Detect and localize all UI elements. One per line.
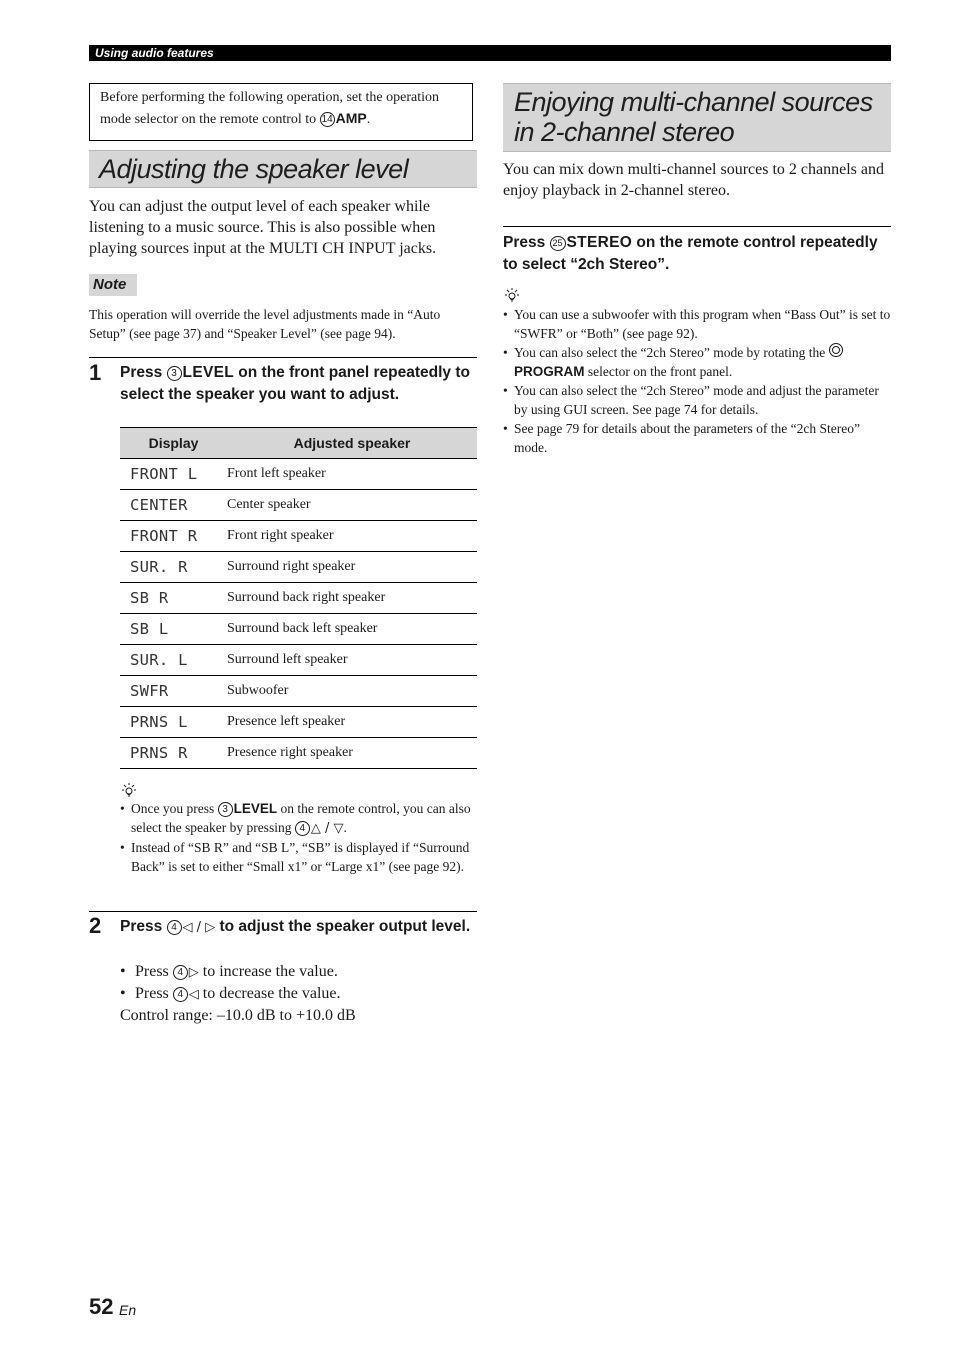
intro-paragraph: You can adjust the output level of each speaker while listening to a music source. This is also possible when playing sources input at the MULTI CH INPUT jacks. bbox=[89, 198, 437, 257]
prebox-text-end: . bbox=[366, 112, 371, 127]
control-range: Control range: –10.0 dB to +10.0 dB bbox=[120, 1007, 356, 1024]
step-divider bbox=[89, 911, 477, 912]
table-header-row bbox=[120, 428, 477, 459]
section-header-bar bbox=[89, 45, 891, 61]
table-row bbox=[120, 707, 477, 738]
item-text: to decrease the value. bbox=[198, 985, 341, 1002]
key-number-badge: 4 bbox=[295, 821, 310, 836]
tip-text: on the remote control, you can also select the speaker by pressing bbox=[131, 801, 471, 835]
speaker-name: Surround back right speaker bbox=[227, 583, 477, 614]
prebox-text: Before performing the following operation, set the operation mode selector on the remote control to bbox=[100, 90, 440, 127]
item-text: to increase the value. bbox=[198, 963, 338, 980]
display-code: SB L bbox=[120, 614, 227, 645]
speaker-name: Surround right speaker bbox=[227, 552, 477, 583]
key-label-level: LEVEL bbox=[182, 364, 234, 381]
tip-text: You can also select the “2ch Stereo” mode by rotating the bbox=[514, 345, 829, 360]
column-header-display: Display bbox=[120, 428, 227, 459]
key-label-amp: AMP bbox=[335, 110, 367, 126]
key-number-badge: 3 bbox=[218, 802, 233, 817]
table-row bbox=[120, 676, 477, 707]
key-number-badge: 3 bbox=[167, 366, 182, 381]
tip-lightbulb-icon bbox=[120, 782, 142, 798]
tip-text: Once you press bbox=[131, 801, 218, 816]
section-title: Adjusting the speaker level bbox=[99, 154, 409, 184]
table-row bbox=[120, 614, 477, 645]
step1-instruction bbox=[120, 362, 477, 406]
program-knob-icon bbox=[829, 343, 843, 357]
key-label-program: PROGRAM bbox=[514, 364, 585, 379]
key-label-stereo: STEREO bbox=[566, 234, 633, 251]
display-code: SUR. R bbox=[120, 552, 227, 583]
section-title-band bbox=[89, 150, 477, 188]
key-label-level: LEVEL bbox=[233, 801, 278, 816]
column-header-speaker: Adjusted speaker bbox=[227, 428, 477, 459]
page-number: 52 bbox=[89, 1294, 114, 1319]
speaker-name: Subwoofer bbox=[227, 676, 477, 707]
item-press: Press bbox=[135, 985, 173, 1002]
step2-details bbox=[120, 961, 477, 1026]
note-label: Note bbox=[93, 276, 127, 293]
left-arrow-icon: ◁ bbox=[188, 987, 199, 1002]
speaker-name: Surround left speaker bbox=[227, 645, 477, 676]
item-press: Press bbox=[135, 963, 173, 980]
key-number-badge: 25 bbox=[550, 236, 566, 251]
right-arrow-icon: ▷ bbox=[188, 965, 199, 980]
display-code: CENTER bbox=[120, 490, 227, 521]
list-item bbox=[503, 343, 891, 381]
list-item: • Press 4 ▷ to increase the value. bbox=[120, 963, 338, 980]
speaker-name: Center speaker bbox=[227, 490, 477, 521]
display-code: SWFR bbox=[120, 676, 227, 707]
speaker-table bbox=[120, 427, 477, 769]
list-item: • Instead of “SB R” and “SB L”, “SB” is displayed if “Surround Back” is set to either “Small x1” or “Large x1” (see page 92). bbox=[120, 838, 477, 876]
step-rest: to adjust the speaker output level. bbox=[215, 918, 471, 935]
speaker-name: Front left speaker bbox=[227, 459, 477, 490]
list-item bbox=[120, 799, 477, 838]
section-label: Using audio features bbox=[95, 46, 214, 60]
note-badge bbox=[89, 274, 137, 296]
speaker-name: Surround back left speaker bbox=[227, 614, 477, 645]
step-press: Press bbox=[503, 234, 550, 251]
list-item: • Press 4 ◁ to decrease the value. bbox=[120, 985, 341, 1002]
table-row bbox=[120, 738, 477, 769]
display-code: FRONT L bbox=[120, 459, 227, 490]
tip-text: selector on the front panel. bbox=[584, 364, 733, 379]
display-code: FRONT R bbox=[120, 521, 227, 552]
list-item: • See page 79 for details about the parameters of the “2ch Stereo” mode. bbox=[503, 419, 891, 457]
display-code: SB R bbox=[120, 583, 227, 614]
list-item: • You can also select the “2ch Stereo” mode and adjust the parameter by using GUI screen. See page 74 for details. bbox=[503, 381, 891, 419]
key-number-badge: 4 bbox=[167, 920, 182, 935]
key-number-badge: 4 bbox=[173, 987, 188, 1002]
section-title: Enjoying multi-channel sources in 2-channel stereo bbox=[514, 87, 873, 147]
table-row bbox=[120, 521, 477, 552]
stereo-instruction bbox=[503, 232, 891, 276]
table-row bbox=[120, 583, 477, 614]
step-divider bbox=[89, 357, 477, 358]
table-row bbox=[120, 645, 477, 676]
prerequisite-box bbox=[89, 83, 473, 141]
tips-list-2 bbox=[503, 305, 891, 457]
up-down-arrow-icons: △ / ▽ bbox=[310, 821, 344, 836]
intro-paragraph: You can mix down multi-channel sources to 2 channels and enjoy playback in 2-channel stereo. bbox=[503, 161, 884, 199]
note-text: This operation will override the level adjustments made in “Auto Setup” (see page 37) and “Speaker Level” (see page 94). bbox=[89, 307, 441, 341]
tip-text: . bbox=[343, 820, 347, 835]
key-number-badge: 4 bbox=[173, 965, 188, 980]
key-number-badge: 14 bbox=[321, 114, 333, 125]
page-language: En bbox=[119, 1302, 137, 1318]
speaker-name: Front right speaker bbox=[227, 521, 477, 552]
display-code: SUR. L bbox=[120, 645, 227, 676]
table-row bbox=[120, 490, 477, 521]
tips-list-1 bbox=[120, 799, 477, 876]
display-code: PRNS R bbox=[120, 738, 227, 769]
section-title-band bbox=[503, 83, 891, 152]
display-code: PRNS L bbox=[120, 707, 227, 738]
table-row bbox=[120, 459, 477, 490]
speaker-name: Presence left speaker bbox=[227, 707, 477, 738]
left-right-arrow-icons: ◁ / ▷ bbox=[182, 920, 216, 935]
tip-lightbulb-icon bbox=[503, 287, 525, 303]
table-row bbox=[120, 552, 477, 583]
step-press: Press bbox=[120, 364, 167, 381]
step2-instruction bbox=[120, 916, 477, 939]
list-item: • You can use a subwoofer with this program when “Bass Out” is set to “SWFR” or “Both” (see page 92). bbox=[503, 305, 891, 343]
step-rest: on the front panel repeatedly to select the speaker you want to adjust. bbox=[120, 364, 470, 403]
speaker-name: Presence right speaker bbox=[227, 738, 477, 769]
section-divider bbox=[503, 226, 891, 227]
step-rest: on the remote control repeatedly to select “2ch Stereo”. bbox=[503, 234, 878, 273]
step-number: 1 bbox=[89, 360, 102, 385]
step-number: 2 bbox=[89, 913, 102, 938]
step-press: Press bbox=[120, 918, 167, 935]
